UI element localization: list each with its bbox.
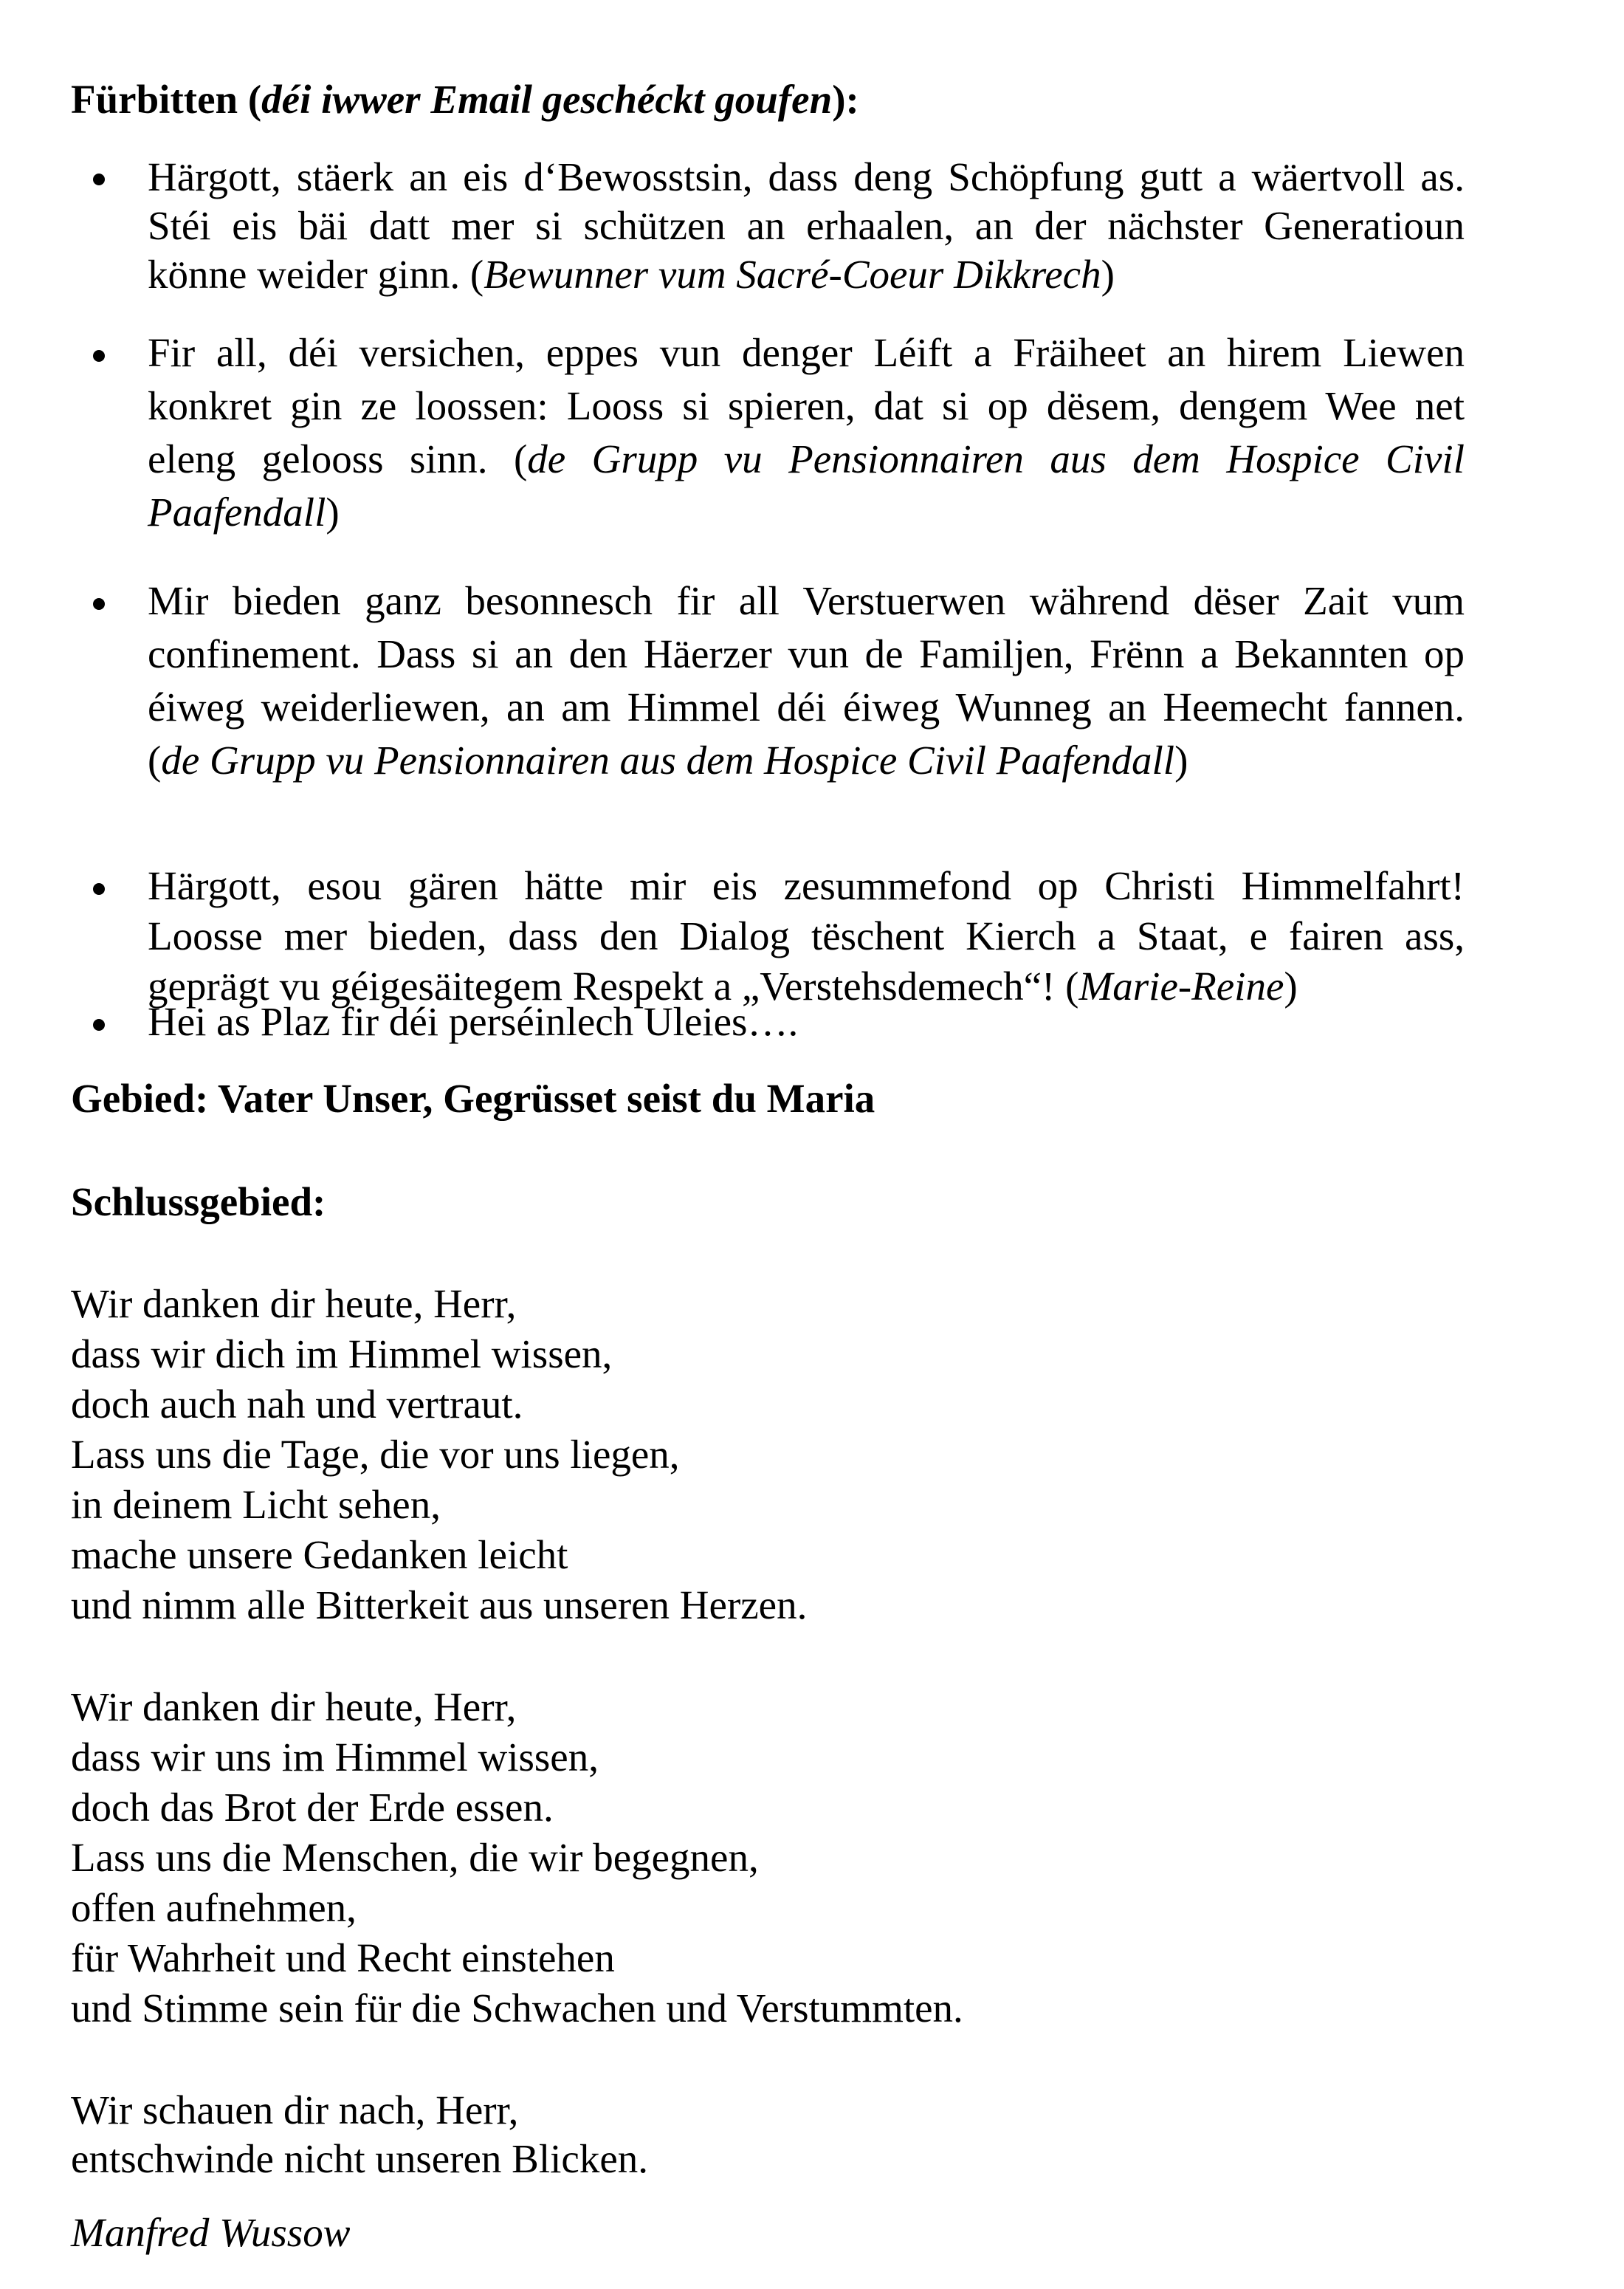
intercession-line (148, 684, 1465, 730)
poem-line: Wir danken dir heute, Herr, (71, 1281, 517, 1326)
poem-line: offen aufnehmen, (71, 1885, 357, 1930)
poem-line: und Stimme sein für die Schwachen und Verstummten. (71, 1986, 963, 2031)
bullet-icon (93, 174, 105, 185)
poem-line: doch auch nah und vertraut. (71, 1382, 523, 1427)
bullet-icon (93, 883, 105, 895)
line-text: ) (1284, 964, 1298, 1009)
poem-line: entschwinde nicht unseren Blicken. (71, 2136, 649, 2181)
line-text: Loosse mer bieden, dass den Dialog tëschent Kierch a Staat, e fairen ass, (148, 913, 1465, 958)
line-text: ( (148, 738, 162, 783)
line-text: Stéi eis bäi datt mer si schützen an erhaalen, an der nächster Generatioun (148, 203, 1465, 248)
line-text: eleng gelooss sinn. ( (148, 436, 528, 481)
intercession-author: Marie-Reine (1078, 964, 1284, 1009)
intercession-line (148, 254, 1115, 295)
bullet-icon (93, 598, 105, 610)
intercession-line (148, 205, 1465, 246)
intercessions-heading-note: déi iwwer Email geschéckt goufen (261, 77, 833, 122)
poem-line: Lass uns die Menschen, die wir begegnen, (71, 1835, 759, 1880)
bullet-icon (93, 1019, 105, 1031)
poem-line: und nimm alle Bitterkeit aus unseren Herzen. (71, 1582, 808, 1627)
poem-line: in deinem Licht sehen, (71, 1482, 441, 1527)
poem-line: für Wahrheit und Recht einstehen (71, 1935, 615, 1980)
line-text: Mir bieden ganz besonnesch fir all Verstuerwen während dëser Zait vum (148, 578, 1465, 623)
intercession-author: Paafendall (148, 490, 326, 535)
intercession-line (148, 865, 1465, 906)
poem-author: Manfred Wussow (71, 2210, 351, 2255)
intercession-line (148, 913, 1465, 958)
line-text: ) (326, 490, 340, 535)
intercessions-heading-label: Fürbitten ( (71, 77, 262, 122)
poem-line: doch das Brot der Erde essen. (71, 1785, 554, 1830)
intercession-line (148, 154, 1465, 199)
intercession-line (148, 436, 1465, 481)
intercession-line (148, 490, 340, 535)
line-text: confinement. Dass si an den Häerzer vun de Familjen, Frënn a Bekannten op (148, 631, 1465, 676)
line-text: Härgott, esou gären hätte mir eis zesummefond op Christi Himmelfahrt! (148, 863, 1465, 908)
closing-prayer-heading: Schlussgebied: (71, 1179, 326, 1224)
line-text: ) (1174, 738, 1188, 783)
line-text: geprägt vu géigesäitegem Respekt a „Verstehsdemech“! ( (148, 964, 1079, 1009)
intercessions-heading (71, 79, 859, 120)
line-text: Hei as Plaz fir déi perséinlech Uleies…. (148, 999, 799, 1044)
intercession-line (148, 385, 1465, 426)
poem-line: mache unsere Gedanken leicht (71, 1532, 568, 1577)
intercession-line (148, 332, 1465, 373)
intercession-line (148, 1001, 798, 1042)
intercession-author: de Grupp vu Pensionnairen aus dem Hospice Civil Paafendall (161, 738, 1175, 783)
poem-line: Lass uns die Tage, die vor uns liegen, (71, 1432, 680, 1477)
prayer-heading: Gebied: Vater Unser, Gegrüsset seist du Maria (71, 1076, 875, 1121)
line-text: konkret gin ze loossen: Looss si spieren, dat si op dësem, dengem Wee net (148, 383, 1465, 428)
intercessions-heading-suffix: ): (832, 77, 859, 122)
line-text: Härgott, stäerk an eis d‘Bewosstsin, dass deng Schöpfung gutt a wäertvoll as. (148, 154, 1465, 199)
poem-line: Wir danken dir heute, Herr, (71, 1684, 517, 1729)
line-text: Fir all, déi versichen, eppes vun denger Léift a Fräiheet an hirem Liewen (148, 330, 1465, 375)
line-text: ) (1101, 252, 1115, 297)
intercession-author: de Grupp vu Pensionnairen aus dem Hospice Civil (527, 436, 1465, 481)
intercession-author: Bewunner vum Sacré-Coeur Dikkrech (484, 252, 1101, 297)
intercession-line (148, 738, 1188, 783)
line-text: éiweg weiderliewen, an am Himmel déi éiweg Wunneg an Heemecht fannen. (148, 684, 1465, 730)
intercession-line (148, 580, 1465, 621)
intercession-line (148, 631, 1465, 676)
poem-line: Wir schauen dir nach, Herr, (71, 2087, 519, 2132)
poem-line: dass wir dich im Himmel wissen, (71, 1331, 613, 1376)
poem-line: dass wir uns im Himmel wissen, (71, 1734, 599, 1780)
line-text: könne weider ginn. ( (148, 252, 484, 297)
bullet-icon (93, 350, 105, 362)
